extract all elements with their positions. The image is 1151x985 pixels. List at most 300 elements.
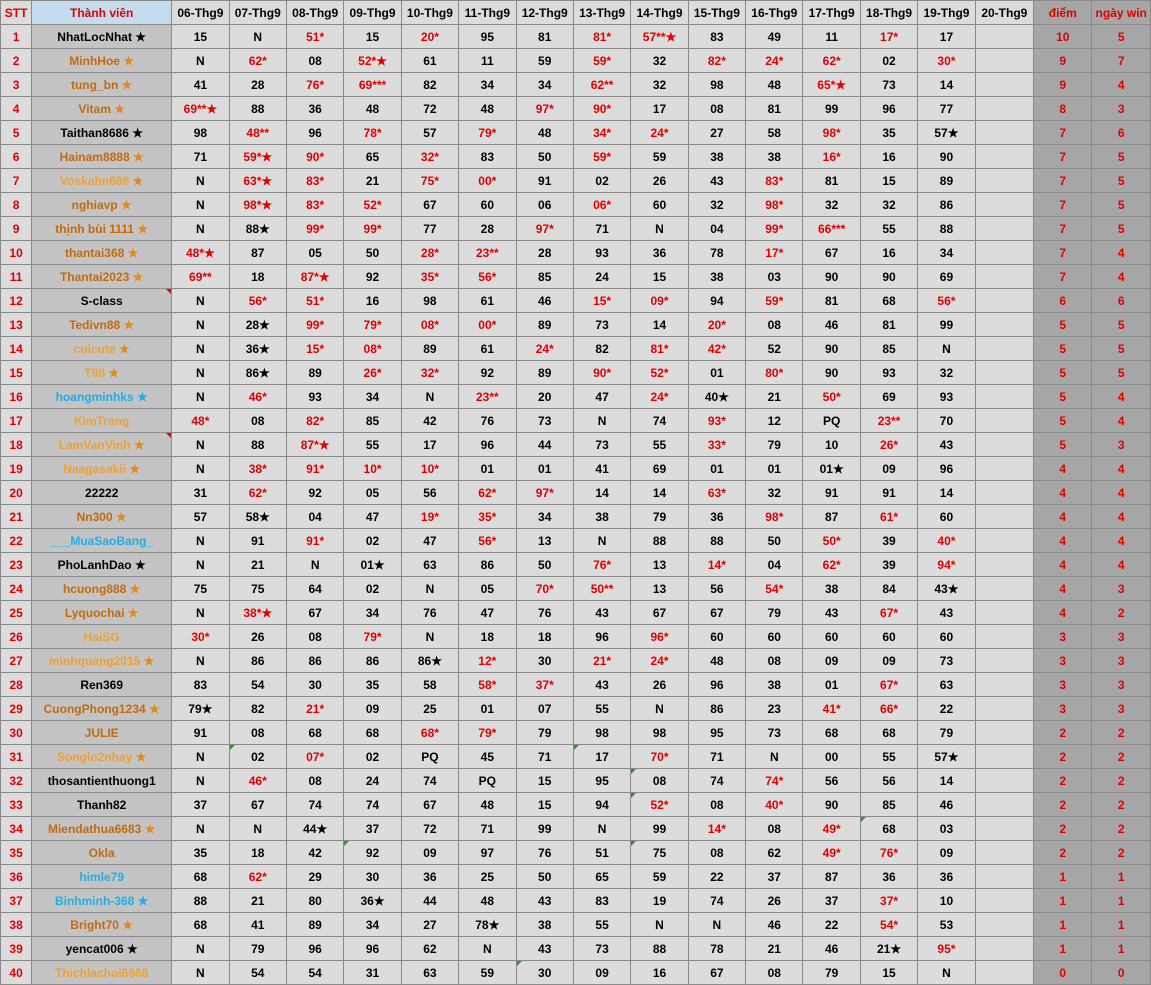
prediction-cell[interactable]: 63*: [688, 481, 745, 505]
prediction-cell[interactable]: [975, 361, 1033, 385]
prediction-cell[interactable]: 56: [401, 481, 458, 505]
prediction-cell[interactable]: 90*: [286, 145, 343, 169]
prediction-cell[interactable]: 06*: [573, 193, 630, 217]
prediction-cell[interactable]: [975, 385, 1033, 409]
prediction-cell[interactable]: N: [172, 769, 229, 793]
prediction-cell[interactable]: 32: [631, 49, 688, 73]
member-name-cell[interactable]: [32, 241, 172, 265]
prediction-cell[interactable]: 63: [401, 961, 458, 985]
prediction-cell[interactable]: 79: [516, 721, 573, 745]
prediction-cell[interactable]: 88: [631, 529, 688, 553]
prediction-cell[interactable]: N: [172, 937, 229, 961]
prediction-cell[interactable]: 34: [516, 505, 573, 529]
prediction-cell[interactable]: 13: [631, 553, 688, 577]
member-name-cell[interactable]: [32, 337, 172, 361]
prediction-cell[interactable]: [860, 937, 917, 961]
prediction-cell[interactable]: 71: [573, 217, 630, 241]
prediction-cell[interactable]: N: [401, 625, 458, 649]
prediction-cell[interactable]: 60: [631, 193, 688, 217]
prediction-cell[interactable]: 24: [344, 769, 401, 793]
prediction-cell[interactable]: N: [172, 385, 229, 409]
prediction-cell[interactable]: [975, 769, 1033, 793]
prediction-cell[interactable]: 54*: [860, 913, 917, 937]
prediction-cell[interactable]: PQ: [803, 409, 860, 433]
member-name-cell[interactable]: [32, 865, 172, 889]
prediction-cell[interactable]: 09: [860, 457, 917, 481]
prediction-cell[interactable]: 18: [229, 265, 286, 289]
prediction-cell[interactable]: 81: [860, 313, 917, 337]
member-name-cell[interactable]: [32, 73, 172, 97]
prediction-cell[interactable]: 01: [516, 457, 573, 481]
prediction-cell[interactable]: 61: [401, 49, 458, 73]
prediction-cell[interactable]: 14*: [688, 553, 745, 577]
header-day[interactable]: 13-Thg9: [573, 1, 630, 25]
prediction-cell[interactable]: 14: [918, 769, 975, 793]
prediction-cell[interactable]: 32*: [401, 145, 458, 169]
prediction-cell[interactable]: 21*: [573, 649, 630, 673]
prediction-cell[interactable]: 90: [803, 265, 860, 289]
prediction-cell[interactable]: 45: [459, 745, 516, 769]
prediction-cell[interactable]: 42*: [688, 337, 745, 361]
prediction-cell[interactable]: 94*: [918, 553, 975, 577]
prediction-cell[interactable]: 37: [344, 817, 401, 841]
prediction-cell[interactable]: 18: [229, 841, 286, 865]
prediction-cell[interactable]: 73: [746, 721, 803, 745]
prediction-cell[interactable]: 09: [573, 961, 630, 985]
prediction-cell[interactable]: 36: [688, 505, 745, 529]
prediction-cell[interactable]: 56*: [918, 289, 975, 313]
prediction-cell[interactable]: 62*: [459, 481, 516, 505]
member-name-cell[interactable]: [32, 817, 172, 841]
prediction-cell[interactable]: 47: [459, 601, 516, 625]
prediction-cell[interactable]: 18: [459, 625, 516, 649]
prediction-cell[interactable]: 09*: [631, 289, 688, 313]
prediction-cell[interactable]: 26: [631, 169, 688, 193]
prediction-cell[interactable]: 43: [918, 601, 975, 625]
prediction-cell[interactable]: 59: [459, 961, 516, 985]
prediction-cell[interactable]: 62: [401, 937, 458, 961]
prediction-cell[interactable]: 43: [803, 601, 860, 625]
prediction-cell[interactable]: 43: [918, 433, 975, 457]
prediction-cell[interactable]: 67*: [860, 601, 917, 625]
prediction-cell[interactable]: [975, 121, 1033, 145]
prediction-cell[interactable]: [975, 889, 1033, 913]
prediction-cell[interactable]: 56*: [229, 289, 286, 313]
prediction-cell[interactable]: 07: [516, 697, 573, 721]
prediction-cell[interactable]: 62*: [803, 553, 860, 577]
prediction-cell[interactable]: N: [631, 697, 688, 721]
prediction-cell[interactable]: 82: [229, 697, 286, 721]
prediction-cell[interactable]: 57: [172, 505, 229, 529]
prediction-cell[interactable]: 47: [573, 385, 630, 409]
prediction-cell[interactable]: 79: [918, 721, 975, 745]
prediction-cell[interactable]: 50: [516, 553, 573, 577]
prediction-cell[interactable]: 99: [631, 817, 688, 841]
prediction-cell[interactable]: 96: [573, 625, 630, 649]
prediction-cell[interactable]: 17: [631, 97, 688, 121]
prediction-cell[interactable]: 90*: [573, 97, 630, 121]
prediction-cell[interactable]: 79: [229, 937, 286, 961]
prediction-cell[interactable]: 89: [286, 913, 343, 937]
prediction-cell[interactable]: 30: [516, 649, 573, 673]
prediction-cell[interactable]: 82: [401, 73, 458, 97]
prediction-cell[interactable]: 48: [516, 121, 573, 145]
prediction-cell[interactable]: 67: [688, 961, 745, 985]
prediction-cell[interactable]: 86: [918, 193, 975, 217]
prediction-cell[interactable]: 98: [573, 721, 630, 745]
prediction-cell[interactable]: 59*: [573, 145, 630, 169]
prediction-cell[interactable]: [229, 601, 286, 625]
prediction-cell[interactable]: 49*: [803, 817, 860, 841]
prediction-cell[interactable]: 16: [344, 289, 401, 313]
prediction-cell[interactable]: 24*: [516, 337, 573, 361]
prediction-cell[interactable]: 89: [286, 361, 343, 385]
prediction-cell[interactable]: 14: [573, 481, 630, 505]
prediction-cell[interactable]: 30: [344, 865, 401, 889]
member-name-cell[interactable]: [32, 913, 172, 937]
prediction-cell[interactable]: 69**: [172, 265, 229, 289]
member-name-cell[interactable]: [32, 169, 172, 193]
header-day[interactable]: 14-Thg9: [631, 1, 688, 25]
prediction-cell[interactable]: [229, 313, 286, 337]
prediction-cell[interactable]: 59*: [573, 49, 630, 73]
prediction-cell[interactable]: 50: [344, 241, 401, 265]
prediction-cell[interactable]: 91: [229, 529, 286, 553]
prediction-cell[interactable]: [975, 817, 1033, 841]
prediction-cell[interactable]: 48**: [229, 121, 286, 145]
prediction-cell[interactable]: N: [286, 553, 343, 577]
member-name-cell[interactable]: [32, 217, 172, 241]
prediction-cell[interactable]: 68: [172, 913, 229, 937]
prediction-cell[interactable]: 61: [459, 337, 516, 361]
prediction-cell[interactable]: 76: [401, 601, 458, 625]
prediction-cell[interactable]: 62*: [229, 865, 286, 889]
prediction-cell[interactable]: [975, 961, 1033, 985]
prediction-cell[interactable]: N: [229, 817, 286, 841]
prediction-cell[interactable]: 56: [803, 769, 860, 793]
prediction-cell[interactable]: 60: [918, 625, 975, 649]
prediction-cell[interactable]: [401, 649, 458, 673]
prediction-cell[interactable]: 91*: [286, 457, 343, 481]
prediction-cell[interactable]: 83: [172, 673, 229, 697]
prediction-cell[interactable]: 30: [286, 673, 343, 697]
prediction-cell[interactable]: 67: [401, 193, 458, 217]
prediction-cell[interactable]: 81*: [631, 337, 688, 361]
prediction-cell[interactable]: 28: [229, 73, 286, 97]
header-day[interactable]: 09-Thg9: [344, 1, 401, 25]
prediction-cell[interactable]: 52*: [631, 793, 688, 817]
prediction-cell[interactable]: 34: [344, 601, 401, 625]
prediction-cell[interactable]: 08: [746, 961, 803, 985]
header-day[interactable]: 20-Thg9: [975, 1, 1033, 25]
prediction-cell[interactable]: 38: [688, 265, 745, 289]
prediction-cell[interactable]: 56: [688, 577, 745, 601]
member-name-cell[interactable]: [32, 961, 172, 985]
prediction-cell[interactable]: 79*: [344, 625, 401, 649]
prediction-cell[interactable]: [286, 265, 343, 289]
prediction-cell[interactable]: 93*: [688, 409, 745, 433]
prediction-cell[interactable]: 02: [344, 577, 401, 601]
prediction-cell[interactable]: 51: [573, 841, 630, 865]
prediction-cell[interactable]: 32: [746, 481, 803, 505]
prediction-cell[interactable]: 54: [229, 961, 286, 985]
prediction-cell[interactable]: 71: [459, 817, 516, 841]
prediction-cell[interactable]: [918, 745, 975, 769]
prediction-cell[interactable]: [975, 289, 1033, 313]
prediction-cell[interactable]: 50: [746, 529, 803, 553]
header-day[interactable]: 16-Thg9: [746, 1, 803, 25]
prediction-cell[interactable]: 37: [746, 865, 803, 889]
prediction-cell[interactable]: 16*: [803, 145, 860, 169]
prediction-cell[interactable]: 41: [172, 73, 229, 97]
prediction-cell[interactable]: 48: [459, 97, 516, 121]
prediction-cell[interactable]: 08: [746, 817, 803, 841]
prediction-cell[interactable]: 26: [229, 625, 286, 649]
prediction-cell[interactable]: 24: [573, 265, 630, 289]
prediction-cell[interactable]: N: [631, 217, 688, 241]
prediction-cell[interactable]: 46: [746, 913, 803, 937]
member-name-cell[interactable]: [32, 385, 172, 409]
prediction-cell[interactable]: 93: [286, 385, 343, 409]
prediction-cell[interactable]: 11: [459, 49, 516, 73]
prediction-cell[interactable]: 01: [688, 457, 745, 481]
prediction-cell[interactable]: 60: [860, 625, 917, 649]
prediction-cell[interactable]: 26*: [860, 433, 917, 457]
prediction-cell[interactable]: 94: [573, 793, 630, 817]
prediction-cell[interactable]: [975, 937, 1033, 961]
prediction-cell[interactable]: 79: [631, 505, 688, 529]
member-name-cell[interactable]: [32, 25, 172, 49]
member-name-cell[interactable]: [32, 697, 172, 721]
prediction-cell[interactable]: N: [573, 529, 630, 553]
prediction-cell[interactable]: 35: [344, 673, 401, 697]
prediction-cell[interactable]: 32: [918, 361, 975, 385]
prediction-cell[interactable]: 16: [860, 241, 917, 265]
prediction-cell[interactable]: 35: [172, 841, 229, 865]
prediction-cell[interactable]: 83*: [286, 169, 343, 193]
prediction-cell[interactable]: 08: [746, 313, 803, 337]
prediction-cell[interactable]: 08: [631, 769, 688, 793]
prediction-cell[interactable]: 43: [688, 169, 745, 193]
prediction-cell[interactable]: 37*: [516, 673, 573, 697]
member-name-cell[interactable]: [32, 577, 172, 601]
prediction-cell[interactable]: 48: [344, 97, 401, 121]
prediction-cell[interactable]: 70*: [516, 577, 573, 601]
prediction-cell[interactable]: 72: [401, 817, 458, 841]
member-name-cell[interactable]: [32, 529, 172, 553]
prediction-cell[interactable]: 33*: [688, 433, 745, 457]
prediction-cell[interactable]: 68*: [401, 721, 458, 745]
prediction-cell[interactable]: 58: [401, 673, 458, 697]
prediction-cell[interactable]: [975, 433, 1033, 457]
header-day[interactable]: 12-Thg9: [516, 1, 573, 25]
prediction-cell[interactable]: 36: [401, 865, 458, 889]
prediction-cell[interactable]: 42: [286, 841, 343, 865]
prediction-cell[interactable]: 62*: [803, 49, 860, 73]
header-day[interactable]: 08-Thg9: [286, 1, 343, 25]
prediction-cell[interactable]: N: [918, 337, 975, 361]
prediction-cell[interactable]: 37: [172, 793, 229, 817]
prediction-cell[interactable]: 32: [631, 73, 688, 97]
member-name-cell[interactable]: [32, 97, 172, 121]
prediction-cell[interactable]: [229, 337, 286, 361]
member-name-cell[interactable]: [32, 457, 172, 481]
prediction-cell[interactable]: 62*: [229, 481, 286, 505]
prediction-cell[interactable]: [975, 913, 1033, 937]
prediction-cell[interactable]: 08: [688, 841, 745, 865]
prediction-cell[interactable]: 60: [803, 625, 860, 649]
prediction-cell[interactable]: 19: [631, 889, 688, 913]
prediction-cell[interactable]: 05: [459, 577, 516, 601]
prediction-cell[interactable]: 63: [918, 673, 975, 697]
member-name-cell[interactable]: [32, 793, 172, 817]
prediction-cell[interactable]: 88: [688, 529, 745, 553]
prediction-cell[interactable]: 80*: [746, 361, 803, 385]
prediction-cell[interactable]: 40*: [746, 793, 803, 817]
prediction-cell[interactable]: N: [746, 745, 803, 769]
prediction-cell[interactable]: 22: [918, 697, 975, 721]
prediction-cell[interactable]: 52*: [344, 193, 401, 217]
prediction-cell[interactable]: 24*: [631, 649, 688, 673]
header-day[interactable]: 06-Thg9: [172, 1, 229, 25]
prediction-cell[interactable]: 15: [860, 169, 917, 193]
prediction-cell[interactable]: 08*: [344, 337, 401, 361]
prediction-cell[interactable]: [688, 385, 745, 409]
prediction-cell[interactable]: [975, 73, 1033, 97]
prediction-cell[interactable]: N: [918, 961, 975, 985]
prediction-cell[interactable]: 81: [803, 169, 860, 193]
member-name-cell[interactable]: [32, 145, 172, 169]
header-day[interactable]: 18-Thg9: [860, 1, 917, 25]
prediction-cell[interactable]: 02: [344, 529, 401, 553]
prediction-cell[interactable]: 88: [172, 889, 229, 913]
prediction-cell[interactable]: 22: [688, 865, 745, 889]
prediction-cell[interactable]: 90: [918, 145, 975, 169]
prediction-cell[interactable]: 32: [688, 193, 745, 217]
prediction-cell[interactable]: 50*: [803, 385, 860, 409]
prediction-cell[interactable]: 74: [688, 769, 745, 793]
prediction-cell[interactable]: 90: [860, 265, 917, 289]
prediction-cell[interactable]: 38: [516, 913, 573, 937]
prediction-cell[interactable]: 02: [860, 49, 917, 73]
prediction-cell[interactable]: 43: [516, 889, 573, 913]
prediction-cell[interactable]: 64: [286, 577, 343, 601]
prediction-cell[interactable]: 39: [860, 553, 917, 577]
prediction-cell[interactable]: 22: [803, 913, 860, 937]
prediction-cell[interactable]: 10*: [344, 457, 401, 481]
prediction-cell[interactable]: 44: [516, 433, 573, 457]
prediction-cell[interactable]: 51*: [286, 25, 343, 49]
prediction-cell[interactable]: 40*: [918, 529, 975, 553]
prediction-cell[interactable]: 60: [459, 193, 516, 217]
prediction-cell[interactable]: 41*: [803, 697, 860, 721]
prediction-cell[interactable]: 24*: [746, 49, 803, 73]
prediction-cell[interactable]: [229, 217, 286, 241]
prediction-cell[interactable]: 00*: [459, 169, 516, 193]
prediction-cell[interactable]: 55: [344, 433, 401, 457]
member-name-cell[interactable]: [32, 769, 172, 793]
prediction-cell[interactable]: 76: [516, 601, 573, 625]
prediction-cell[interactable]: 13: [516, 529, 573, 553]
prediction-cell[interactable]: 30: [516, 961, 573, 985]
prediction-cell[interactable]: 58: [746, 121, 803, 145]
prediction-cell[interactable]: 79: [746, 433, 803, 457]
prediction-cell[interactable]: 42: [401, 409, 458, 433]
prediction-cell[interactable]: N: [172, 337, 229, 361]
prediction-cell[interactable]: [459, 913, 516, 937]
prediction-cell[interactable]: 55: [631, 433, 688, 457]
prediction-cell[interactable]: 30*: [172, 625, 229, 649]
prediction-cell[interactable]: 54: [229, 673, 286, 697]
prediction-cell[interactable]: 00: [803, 745, 860, 769]
prediction-cell[interactable]: 76: [459, 409, 516, 433]
prediction-cell[interactable]: [975, 217, 1033, 241]
prediction-cell[interactable]: 18: [516, 625, 573, 649]
prediction-cell[interactable]: [975, 409, 1033, 433]
prediction-cell[interactable]: 78: [688, 241, 745, 265]
prediction-cell[interactable]: 50: [516, 145, 573, 169]
prediction-cell[interactable]: 41: [573, 457, 630, 481]
prediction-cell[interactable]: 49*: [803, 841, 860, 865]
prediction-cell[interactable]: 71: [688, 745, 745, 769]
prediction-cell[interactable]: 71: [172, 145, 229, 169]
prediction-cell[interactable]: 09: [918, 841, 975, 865]
prediction-cell[interactable]: 34: [459, 73, 516, 97]
prediction-cell[interactable]: 87: [803, 505, 860, 529]
prediction-cell[interactable]: [975, 841, 1033, 865]
prediction-cell[interactable]: 35*: [459, 505, 516, 529]
prediction-cell[interactable]: 55: [860, 217, 917, 241]
prediction-cell[interactable]: 32*: [401, 361, 458, 385]
prediction-cell[interactable]: 17*: [746, 241, 803, 265]
member-name-cell[interactable]: [32, 409, 172, 433]
prediction-cell[interactable]: 48: [459, 793, 516, 817]
prediction-cell[interactable]: 77: [918, 97, 975, 121]
prediction-cell[interactable]: 46*: [229, 385, 286, 409]
prediction-cell[interactable]: [286, 817, 343, 841]
prediction-cell[interactable]: 70*: [631, 745, 688, 769]
prediction-cell[interactable]: 87: [803, 865, 860, 889]
prediction-cell[interactable]: 25: [401, 697, 458, 721]
prediction-cell[interactable]: 60: [688, 625, 745, 649]
prediction-cell[interactable]: 78: [688, 937, 745, 961]
prediction-cell[interactable]: 15*: [286, 337, 343, 361]
prediction-cell[interactable]: 99*: [344, 217, 401, 241]
header-day[interactable]: 10-Thg9: [401, 1, 458, 25]
prediction-cell[interactable]: 61: [459, 289, 516, 313]
prediction-cell[interactable]: 46: [803, 313, 860, 337]
prediction-cell[interactable]: 38: [746, 145, 803, 169]
prediction-cell[interactable]: [918, 121, 975, 145]
prediction-cell[interactable]: 82: [573, 337, 630, 361]
prediction-cell[interactable]: 21: [229, 889, 286, 913]
prediction-cell[interactable]: N: [172, 457, 229, 481]
prediction-cell[interactable]: 59: [631, 145, 688, 169]
prediction-cell[interactable]: 97: [459, 841, 516, 865]
prediction-cell[interactable]: 48: [746, 73, 803, 97]
prediction-cell[interactable]: N: [172, 961, 229, 985]
member-name-cell[interactable]: [32, 481, 172, 505]
prediction-cell[interactable]: 68: [286, 721, 343, 745]
prediction-cell[interactable]: 36: [631, 241, 688, 265]
prediction-cell[interactable]: 67: [688, 601, 745, 625]
prediction-cell[interactable]: PQ: [459, 769, 516, 793]
prediction-cell[interactable]: [344, 889, 401, 913]
prediction-cell[interactable]: 09: [401, 841, 458, 865]
prediction-cell[interactable]: 85: [860, 337, 917, 361]
prediction-cell[interactable]: 74: [286, 793, 343, 817]
prediction-cell[interactable]: 23**: [459, 385, 516, 409]
